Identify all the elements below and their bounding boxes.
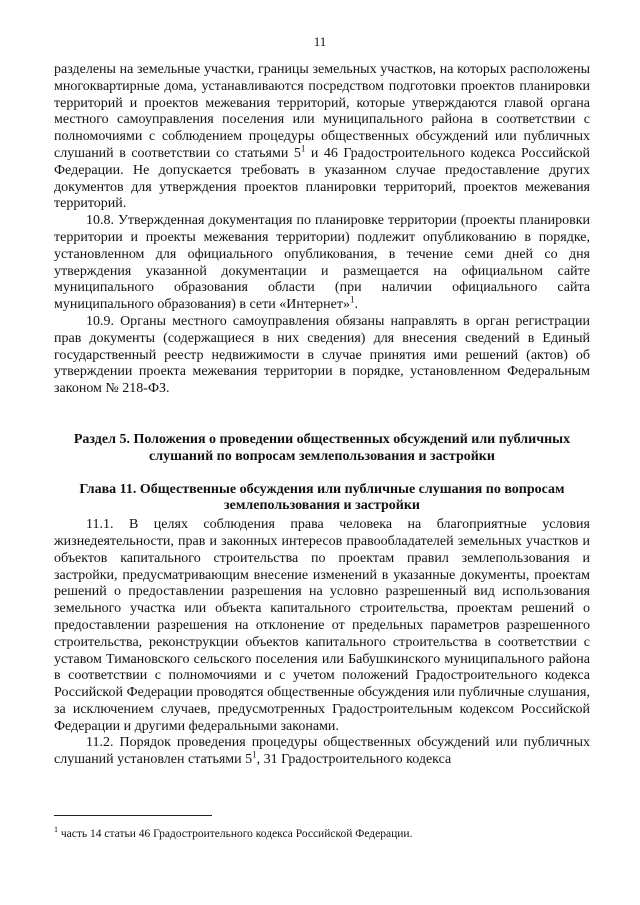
footnote-marker: 1 — [54, 825, 58, 835]
paragraph-11-1: 11.1. В целях соблюдения права человека на благоприятные условия жизнедеятельности, прав и законных интересов правообладателей земельных участков и объектов капитального строительства по проектам правил землепользования и застройки, предусматривающим внесение изменений в указанные документы, проектам решений о предоставлении разрешения на условно разрешенный вид использования земельного участка или объекта капитального строительства, проектам решений о предоставлении разрешения на отклонение от предельных параметров разрешенного строительства, реконструкции объектов капитального строительства в соответствии с уставом Тимановского сельского поселения или Бабушкинского муниципального района в соответствии с полномочиями и с учетом положений Градостроительного кодекса Российской Федерации проводятся общественные обсуждения или публичные слушания, за исключением случаев, предусмотренных Градостроительным кодексом Российской Федерации и другими федеральными законами. — [54, 517, 590, 734]
footnote-reference: 1 — [350, 294, 355, 305]
paragraph-text: , 31 Градостроительного кодекса — [256, 752, 452, 768]
document-body — [54, 62, 590, 769]
paragraph-10-8 — [54, 213, 590, 314]
section-5-heading: Раздел 5. Положения о проведении общественных обсуждений или публичных слушаний по вопросам землепользования и застройки — [73, 431, 571, 464]
footnote-reference: 1 — [300, 143, 306, 154]
paragraph-continuation — [54, 62, 590, 213]
paragraph-10-9: 10.9. Органы местного самоуправления обязаны направлять в орган регистрации прав документы (содержащиеся в них сведения) для внесения сведений в Единый государственный реестр недвижимости в случае принятия ими решений (актов) об утверждении проекта межевания территории в порядке, установленном Федеральным законом № 218-ФЗ. — [54, 313, 590, 397]
paragraph-text: 10.8. Утвержденная документация по планировке территории (проекты планировки территории и проекты межевания территории) подлежит опубликованию в порядке, установленном для официального опубликования, в течение семи дней со дня утверждения указанной документации и размещается на официальном сайте муниципального образования области (при наличии официального сайта муниципального образования) в сети «Интернет» — [54, 213, 590, 313]
footnote-reference: 1 — [252, 749, 257, 760]
footnote-divider — [54, 815, 212, 816]
page-number: 11 — [313, 34, 327, 49]
chapter-11-heading: Глава 11. Общественные обсуждения или публичные слушания по вопросам землепользования и застройки — [79, 481, 565, 514]
paragraph-text: 11.2. Порядок проведения процедуры общественных обсуждений или публичных слушаний установлен статьями 5 — [54, 735, 590, 768]
paragraph-text: и 46 Градостроительного кодекса Российской Федерации. Не допускается требовать в указанном случае предоставление других документов для утверждения проектов планировки территорий, проектов межевания территорий. — [54, 145, 591, 212]
paragraph-11-2 — [54, 735, 590, 769]
footnote-text: часть 14 статьи 46 Градостроительного кодекса Российской Федерации. — [58, 828, 413, 840]
paragraph-text: . — [354, 297, 359, 313]
footnote — [54, 827, 590, 841]
paragraph-text: разделены на земельные участки, границы земельных участков, на которых расположены многоквартирные дома, устанавливаются посредством подготовки проектов планировки территорий и проектов межевания территорий, которые утверждаются главой органа местного самоуправления поселения или муниципального района в соответствии с полномочиями с соблюдением процедуры общественных обсуждений или публичных слушаний в соответствии со статьями 5 — [54, 62, 590, 161]
